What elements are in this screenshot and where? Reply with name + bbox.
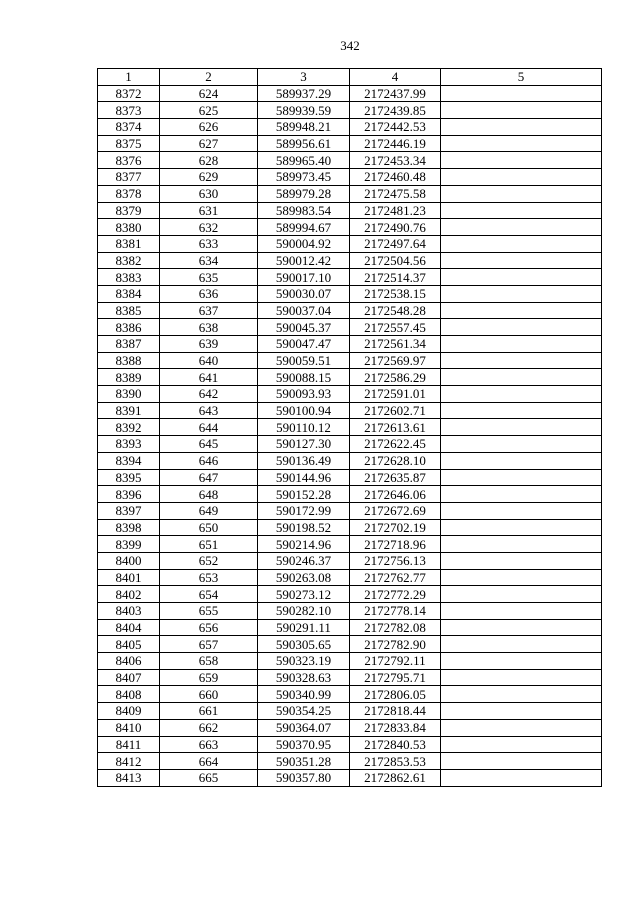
table-cell-col-4: 2172646.06 bbox=[350, 486, 441, 503]
table-cell-col-4: 2172672.69 bbox=[350, 502, 441, 519]
table-cell-col-5 bbox=[441, 686, 602, 703]
table-cell-col-1: 8386 bbox=[98, 319, 160, 336]
table-cell-col-3: 589973.45 bbox=[258, 169, 350, 186]
table-cell-col-5 bbox=[441, 169, 602, 186]
header-row bbox=[98, 69, 602, 86]
table-cell-col-5 bbox=[441, 703, 602, 720]
table-row bbox=[98, 686, 602, 703]
table-cell-col-4: 2172613.61 bbox=[350, 419, 441, 436]
table-cell-col-3: 589994.67 bbox=[258, 219, 350, 236]
table-cell-col-1: 8402 bbox=[98, 586, 160, 603]
column-header-2: 2 bbox=[160, 69, 258, 86]
table-cell-col-3: 590110.12 bbox=[258, 419, 350, 436]
table-cell-col-5 bbox=[441, 85, 602, 102]
table-cell-col-2: 665 bbox=[160, 769, 258, 786]
table-cell-col-1: 8393 bbox=[98, 436, 160, 453]
table-cell-col-1: 8410 bbox=[98, 719, 160, 736]
table-cell-col-1: 8384 bbox=[98, 285, 160, 302]
table-row bbox=[98, 636, 602, 653]
table-cell-col-3: 590305.65 bbox=[258, 636, 350, 653]
table-cell-col-4: 2172782.08 bbox=[350, 619, 441, 636]
table-cell-col-2: 639 bbox=[160, 336, 258, 353]
table-row bbox=[98, 252, 602, 269]
table-row bbox=[98, 369, 602, 386]
table-cell-col-3: 589979.28 bbox=[258, 185, 350, 202]
table-cell-col-1: 8396 bbox=[98, 486, 160, 503]
table-cell-col-4: 2172481.23 bbox=[350, 202, 441, 219]
table-cell-col-4: 2172548.28 bbox=[350, 302, 441, 319]
table-cell-col-2: 645 bbox=[160, 436, 258, 453]
table-cell-col-4: 2172718.96 bbox=[350, 536, 441, 553]
table-row bbox=[98, 302, 602, 319]
table-cell-col-4: 2172569.97 bbox=[350, 352, 441, 369]
table-cell-col-2: 654 bbox=[160, 586, 258, 603]
table-cell-col-2: 628 bbox=[160, 152, 258, 169]
table-cell-col-4: 2172762.77 bbox=[350, 569, 441, 586]
table-cell-col-3: 590364.07 bbox=[258, 719, 350, 736]
table-cell-col-4: 2172490.76 bbox=[350, 219, 441, 236]
table-cell-col-2: 632 bbox=[160, 219, 258, 236]
table-cell-col-2: 660 bbox=[160, 686, 258, 703]
table-cell-col-2: 663 bbox=[160, 736, 258, 753]
table-cell-col-5 bbox=[441, 319, 602, 336]
table-cell-col-1: 8387 bbox=[98, 336, 160, 353]
table-cell-col-3: 590045.37 bbox=[258, 319, 350, 336]
table-cell-col-2: 627 bbox=[160, 135, 258, 152]
table-cell-col-3: 590354.25 bbox=[258, 703, 350, 720]
table-cell-col-5 bbox=[441, 102, 602, 119]
table-cell-col-1: 8405 bbox=[98, 636, 160, 653]
table-cell-col-5 bbox=[441, 219, 602, 236]
table-cell-col-1: 8394 bbox=[98, 452, 160, 469]
table-cell-col-1: 8374 bbox=[98, 119, 160, 136]
table-cell-col-1: 8389 bbox=[98, 369, 160, 386]
table-cell-col-2: 629 bbox=[160, 169, 258, 186]
table-cell-col-5 bbox=[441, 252, 602, 269]
table-row bbox=[98, 235, 602, 252]
table-row bbox=[98, 102, 602, 119]
table-cell-col-4: 2172778.14 bbox=[350, 603, 441, 620]
table-row bbox=[98, 319, 602, 336]
table-cell-col-2: 631 bbox=[160, 202, 258, 219]
table-cell-col-4: 2172853.53 bbox=[350, 753, 441, 770]
table-cell-col-3: 590357.80 bbox=[258, 769, 350, 786]
table-row bbox=[98, 285, 602, 302]
table-cell-col-2: 659 bbox=[160, 669, 258, 686]
table-cell-col-3: 590370.95 bbox=[258, 736, 350, 753]
table-cell-col-1: 8408 bbox=[98, 686, 160, 703]
column-header-4: 4 bbox=[350, 69, 441, 86]
table-cell-col-4: 2172538.15 bbox=[350, 285, 441, 302]
table-row bbox=[98, 202, 602, 219]
table-cell-col-1: 8406 bbox=[98, 653, 160, 670]
table-cell-col-3: 590328.63 bbox=[258, 669, 350, 686]
table-row bbox=[98, 402, 602, 419]
table-cell-col-4: 2172561.34 bbox=[350, 336, 441, 353]
table-cell-col-3: 590263.08 bbox=[258, 569, 350, 586]
table-row bbox=[98, 653, 602, 670]
table-cell-col-5 bbox=[441, 119, 602, 136]
table-cell-col-3: 590100.94 bbox=[258, 402, 350, 419]
table-cell-col-5 bbox=[441, 352, 602, 369]
table-cell-col-4: 2172792.11 bbox=[350, 653, 441, 670]
table-cell-col-5 bbox=[441, 402, 602, 419]
table-cell-col-4: 2172628.10 bbox=[350, 452, 441, 469]
table-cell-col-3: 589983.54 bbox=[258, 202, 350, 219]
table-cell-col-3: 590340.99 bbox=[258, 686, 350, 703]
table-row bbox=[98, 486, 602, 503]
table-cell-col-3: 590127.30 bbox=[258, 436, 350, 453]
table-cell-col-1: 8377 bbox=[98, 169, 160, 186]
table-cell-col-2: 644 bbox=[160, 419, 258, 436]
table-cell-col-4: 2172504.56 bbox=[350, 252, 441, 269]
table-cell-col-4: 2172475.58 bbox=[350, 185, 441, 202]
table-cell-col-1: 8392 bbox=[98, 419, 160, 436]
table-cell-col-3: 589948.21 bbox=[258, 119, 350, 136]
table-cell-col-5 bbox=[441, 669, 602, 686]
table-cell-col-4: 2172591.01 bbox=[350, 386, 441, 403]
table-cell-col-4: 2172437.99 bbox=[350, 85, 441, 102]
table-cell-col-2: 649 bbox=[160, 502, 258, 519]
table-cell-col-5 bbox=[441, 152, 602, 169]
table-row bbox=[98, 469, 602, 486]
table-cell-col-1: 8378 bbox=[98, 185, 160, 202]
table-cell-col-4: 2172782.90 bbox=[350, 636, 441, 653]
table-cell-col-5 bbox=[441, 202, 602, 219]
table-cell-col-1: 8380 bbox=[98, 219, 160, 236]
table-cell-col-4: 2172442.53 bbox=[350, 119, 441, 136]
table-cell-col-5 bbox=[441, 419, 602, 436]
table-row bbox=[98, 719, 602, 736]
table-cell-col-4: 2172602.71 bbox=[350, 402, 441, 419]
table-cell-col-2: 625 bbox=[160, 102, 258, 119]
table-cell-col-3: 590136.49 bbox=[258, 452, 350, 469]
table-row bbox=[98, 419, 602, 436]
table-cell-col-2: 662 bbox=[160, 719, 258, 736]
table-cell-col-2: 642 bbox=[160, 386, 258, 403]
table-cell-col-4: 2172795.71 bbox=[350, 669, 441, 686]
table-row bbox=[98, 669, 602, 686]
table-cell-col-2: 657 bbox=[160, 636, 258, 653]
table-row bbox=[98, 753, 602, 770]
table-cell-col-2: 648 bbox=[160, 486, 258, 503]
table-row bbox=[98, 386, 602, 403]
table-cell-col-5 bbox=[441, 502, 602, 519]
table-cell-col-5 bbox=[441, 285, 602, 302]
table-cell-col-4: 2172840.53 bbox=[350, 736, 441, 753]
table-cell-col-1: 8397 bbox=[98, 502, 160, 519]
page-number: 342 bbox=[340, 38, 360, 53]
table-cell-col-5 bbox=[441, 336, 602, 353]
table-cell-col-2: 633 bbox=[160, 235, 258, 252]
table-cell-col-2: 641 bbox=[160, 369, 258, 386]
table-row bbox=[98, 152, 602, 169]
table-cell-col-1: 8403 bbox=[98, 603, 160, 620]
table-cell-col-5 bbox=[441, 386, 602, 403]
table-cell-col-1: 8404 bbox=[98, 619, 160, 636]
table-cell-col-5 bbox=[441, 452, 602, 469]
table-cell-col-4: 2172439.85 bbox=[350, 102, 441, 119]
table-cell-col-2: 640 bbox=[160, 352, 258, 369]
table-cell-col-3: 590017.10 bbox=[258, 269, 350, 286]
table-cell-col-3: 590214.96 bbox=[258, 536, 350, 553]
table-cell-col-4: 2172772.29 bbox=[350, 586, 441, 603]
table-cell-col-5 bbox=[441, 653, 602, 670]
table-cell-col-2: 626 bbox=[160, 119, 258, 136]
table-cell-col-4: 2172635.87 bbox=[350, 469, 441, 486]
table-cell-col-5 bbox=[441, 719, 602, 736]
table-row bbox=[98, 135, 602, 152]
table-cell-col-3: 590093.93 bbox=[258, 386, 350, 403]
table-row bbox=[98, 169, 602, 186]
table-cell-col-1: 8373 bbox=[98, 102, 160, 119]
coordinates-table bbox=[97, 68, 602, 787]
table-cell-col-1: 8400 bbox=[98, 552, 160, 569]
table-row bbox=[98, 452, 602, 469]
table-cell-col-5 bbox=[441, 603, 602, 620]
table-cell-col-1: 8376 bbox=[98, 152, 160, 169]
table-cell-col-2: 624 bbox=[160, 85, 258, 102]
table-row bbox=[98, 769, 602, 786]
table-cell-col-5 bbox=[441, 436, 602, 453]
table-cell-col-1: 8382 bbox=[98, 252, 160, 269]
table-cell-col-2: 637 bbox=[160, 302, 258, 319]
table-cell-col-2: 647 bbox=[160, 469, 258, 486]
table-cell-col-3: 589965.40 bbox=[258, 152, 350, 169]
table-cell-col-1: 8390 bbox=[98, 386, 160, 403]
table-cell-col-3: 589937.29 bbox=[258, 85, 350, 102]
table-row bbox=[98, 536, 602, 553]
table-row bbox=[98, 502, 602, 519]
table-cell-col-5 bbox=[441, 636, 602, 653]
table-cell-col-4: 2172862.61 bbox=[350, 769, 441, 786]
table-cell-col-5 bbox=[441, 552, 602, 569]
table-cell-col-3: 590323.19 bbox=[258, 653, 350, 670]
table-cell-col-4: 2172586.29 bbox=[350, 369, 441, 386]
table-row bbox=[98, 119, 602, 136]
table-cell-col-4: 2172833.84 bbox=[350, 719, 441, 736]
table-cell-col-5 bbox=[441, 486, 602, 503]
column-header-1: 1 bbox=[98, 69, 160, 86]
column-header-5: 5 bbox=[441, 69, 602, 86]
table-row bbox=[98, 703, 602, 720]
table-cell-col-2: 634 bbox=[160, 252, 258, 269]
table-cell-col-3: 590282.10 bbox=[258, 603, 350, 620]
table-header bbox=[98, 69, 602, 86]
table-row bbox=[98, 352, 602, 369]
table-cell-col-4: 2172446.19 bbox=[350, 135, 441, 152]
table-cell-col-1: 8375 bbox=[98, 135, 160, 152]
table-cell-col-4: 2172557.45 bbox=[350, 319, 441, 336]
table-cell-col-3: 590198.52 bbox=[258, 519, 350, 536]
table-cell-col-5 bbox=[441, 586, 602, 603]
table-cell-col-1: 8372 bbox=[98, 85, 160, 102]
table-cell-col-3: 590172.99 bbox=[258, 502, 350, 519]
table-cell-col-5 bbox=[441, 185, 602, 202]
table-row bbox=[98, 552, 602, 569]
table-cell-col-4: 2172622.45 bbox=[350, 436, 441, 453]
table-cell-col-3: 590273.12 bbox=[258, 586, 350, 603]
table-cell-col-1: 8391 bbox=[98, 402, 160, 419]
table-cell-col-5 bbox=[441, 753, 602, 770]
table-row bbox=[98, 85, 602, 102]
table-cell-col-5 bbox=[441, 736, 602, 753]
table-cell-col-1: 8398 bbox=[98, 519, 160, 536]
table-cell-col-5 bbox=[441, 536, 602, 553]
table-row bbox=[98, 519, 602, 536]
table-cell-col-1: 8385 bbox=[98, 302, 160, 319]
table-cell-col-2: 653 bbox=[160, 569, 258, 586]
table-cell-col-5 bbox=[441, 519, 602, 536]
table-cell-col-4: 2172818.44 bbox=[350, 703, 441, 720]
table-cell-col-5 bbox=[441, 769, 602, 786]
table-row bbox=[98, 569, 602, 586]
table-row bbox=[98, 736, 602, 753]
table-cell-col-2: 661 bbox=[160, 703, 258, 720]
table-cell-col-1: 8409 bbox=[98, 703, 160, 720]
table-cell-col-4: 2172806.05 bbox=[350, 686, 441, 703]
table-cell-col-5 bbox=[441, 369, 602, 386]
table-cell-col-2: 630 bbox=[160, 185, 258, 202]
table-cell-col-5 bbox=[441, 569, 602, 586]
table-row bbox=[98, 269, 602, 286]
table-cell-col-2: 656 bbox=[160, 619, 258, 636]
table-row bbox=[98, 219, 602, 236]
table-cell-col-1: 8395 bbox=[98, 469, 160, 486]
table-cell-col-2: 646 bbox=[160, 452, 258, 469]
table-cell-col-4: 2172514.37 bbox=[350, 269, 441, 286]
table-cell-col-4: 2172453.34 bbox=[350, 152, 441, 169]
table-cell-col-4: 2172497.64 bbox=[350, 235, 441, 252]
table-row bbox=[98, 619, 602, 636]
table-body bbox=[98, 85, 602, 786]
table-cell-col-1: 8381 bbox=[98, 235, 160, 252]
table-cell-col-5 bbox=[441, 235, 602, 252]
column-header-3: 3 bbox=[258, 69, 350, 86]
table-row bbox=[98, 436, 602, 453]
table-cell-col-1: 8401 bbox=[98, 569, 160, 586]
table-cell-col-1: 8413 bbox=[98, 769, 160, 786]
table-cell-col-2: 643 bbox=[160, 402, 258, 419]
table-cell-col-3: 590351.28 bbox=[258, 753, 350, 770]
table-cell-col-1: 8383 bbox=[98, 269, 160, 286]
table-cell-col-2: 652 bbox=[160, 552, 258, 569]
table-cell-col-1: 8411 bbox=[98, 736, 160, 753]
table-cell-col-2: 664 bbox=[160, 753, 258, 770]
table-row bbox=[98, 185, 602, 202]
table-cell-col-2: 658 bbox=[160, 653, 258, 670]
table-cell-col-1: 8379 bbox=[98, 202, 160, 219]
table-cell-col-3: 589939.59 bbox=[258, 102, 350, 119]
table-cell-col-1: 8412 bbox=[98, 753, 160, 770]
table-cell-col-2: 650 bbox=[160, 519, 258, 536]
table-cell-col-3: 590004.92 bbox=[258, 235, 350, 252]
table-cell-col-3: 590144.96 bbox=[258, 469, 350, 486]
table-cell-col-5 bbox=[441, 469, 602, 486]
table-cell-col-3: 590030.07 bbox=[258, 285, 350, 302]
table-cell-col-3: 589956.61 bbox=[258, 135, 350, 152]
table-cell-col-3: 590037.04 bbox=[258, 302, 350, 319]
table-cell-col-5 bbox=[441, 619, 602, 636]
table-cell-col-3: 590152.28 bbox=[258, 486, 350, 503]
table-cell-col-3: 590012.42 bbox=[258, 252, 350, 269]
table-cell-col-2: 655 bbox=[160, 603, 258, 620]
table-cell-col-5 bbox=[441, 302, 602, 319]
table-cell-col-1: 8388 bbox=[98, 352, 160, 369]
table-cell-col-3: 590291.11 bbox=[258, 619, 350, 636]
table-row bbox=[98, 586, 602, 603]
table-cell-col-4: 2172702.19 bbox=[350, 519, 441, 536]
table-row bbox=[98, 336, 602, 353]
table-cell-col-3: 590246.37 bbox=[258, 552, 350, 569]
table-cell-col-2: 651 bbox=[160, 536, 258, 553]
table-cell-col-3: 590088.15 bbox=[258, 369, 350, 386]
table-cell-col-2: 635 bbox=[160, 269, 258, 286]
table-cell-col-4: 2172460.48 bbox=[350, 169, 441, 186]
table-cell-col-1: 8399 bbox=[98, 536, 160, 553]
table-cell-col-4: 2172756.13 bbox=[350, 552, 441, 569]
table-cell-col-1: 8407 bbox=[98, 669, 160, 686]
table-cell-col-5 bbox=[441, 269, 602, 286]
table-cell-col-3: 590047.47 bbox=[258, 336, 350, 353]
table-cell-col-5 bbox=[441, 135, 602, 152]
table-cell-col-2: 638 bbox=[160, 319, 258, 336]
table-row bbox=[98, 603, 602, 620]
table-cell-col-2: 636 bbox=[160, 285, 258, 302]
table-cell-col-3: 590059.51 bbox=[258, 352, 350, 369]
